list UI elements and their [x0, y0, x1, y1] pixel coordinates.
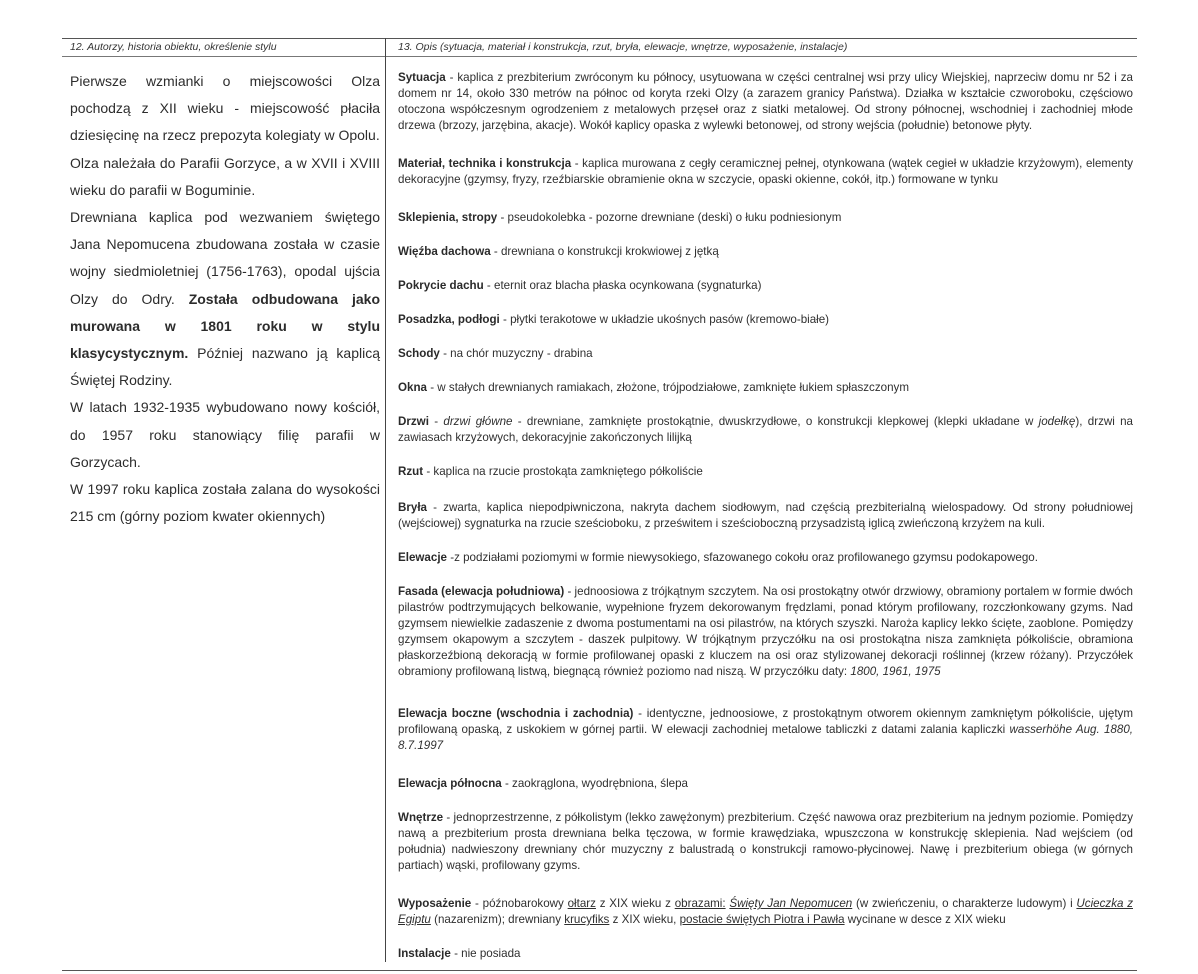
history-column	[70, 68, 380, 530]
column-divider	[385, 38, 386, 962]
section-drzwi: Drzwi - drzwi główne - drewniane, zamknięte prostokątnie, dwuskrzydłowe, o konstrukcji klepkowej (klepki układane w jodełkę), drzwi na zawiasach krzyżowych, dekoracyjnie zakończonych lilijką	[398, 415, 1134, 444]
left-column-header: 12. Autorzy, historia obiektu, określenie stylu	[70, 41, 277, 53]
section-fasada: Fasada (elewacja południowa) - jednoosiowa z trójkątnym szczytem. Na osi prostokątny otwór drzwiowy, obramiony portalem w formie dwóch pilastrów podtrzymujących belkowanie, wypełnione fryzem dekorowanym frędzlami, ponad którym profilowany, rozczłonkowany gzyms. Nad gzymsem niewielkie zadaszenie z dwoma postumentami na osi pilastrów, na których szyszki. Naroża kaplicy lekko ścięte, zaoblone. Pomiędzy gzymsem okapowym a szczytem - daszek pulpitowy. W trójkątnym przyczółku na osi prostokątna nisza zamknięta półkoliście, obramiona płaskorzeźbioną dekoracją w formie profilowanej opaski z kluczem na osi oraz stylizowanej dekoracji roślinnej (krzew różany). Przyczółek obramiony profilowaną listwą, biegnącą również poziomo nad niszą. W przyczółku daty: 1800, 1961, 1975	[398, 585, 1134, 678]
header-rule	[62, 56, 1137, 57]
section-elewacja-boczne: Elewacja boczne (wschodnia i zachodnia) - identyczne, jednoosiowe, z prostokątnym otworem okiennym zamkniętym półkoliście, ujętym profilowaną opaską, z uskokiem w górnej partii. W elewacji zachodniej metalowe tabliczki z datami zalania kapliczki wasserhöhe Aug. 1880, 8.7.1997	[398, 707, 1133, 752]
section-pokrycie: Pokrycie dachu - eternit oraz blacha płaska ocynkowana (sygnaturka)	[398, 279, 762, 292]
section-material: Materiał, technika i konstrukcja - kaplica murowana z cegły ceramicznej pełnej, otynkowana (wątek cegieł w układzie krzyżowym), elementy dekoracyjne (gzymsy, fryzy, rzeźbiarskie obramienie okna w szczycie, opaski okienne, cokół, itp.) formowane w tynku	[398, 157, 1133, 186]
section-sklepienia: Sklepienia, stropy - pseudokolebka - pozorne drewniane (deski) o łuku podniesionym	[398, 211, 842, 224]
section-posadzka: Posadzka, podłogi - płytki terakotowe w układzie ukośnych pasów (kremowo-białe)	[398, 313, 830, 326]
section-okna: Okna - w stałych drewnianych ramiakach, złożone, trójpodziałowe, zamknięte łukiem spłaszczonym	[398, 381, 909, 394]
history-p1: Pierwsze wzmianki o miejscowości Olza pochodzą z XII wieku - miejscowość płaciła dziesięcinę na rzecz prepozyta kolegiaty w Opolu.	[70, 73, 380, 144]
section-wiezba: Więźba dachowa - drewniana o konstrukcji krokwiowej z jętką	[398, 245, 719, 258]
history-p5: W 1997 roku kaplica została zalana do wysokości 215 cm (górny poziom kwater okiennych)	[70, 481, 380, 525]
bottom-rule	[62, 970, 1137, 971]
section-wyposazenie: Wyposażenie - późnobarokowy ołtarz z XIX wieku z obrazami: Święty Jan Nepomucen (w zwieńczeniu, o charakterze ludowym) i Ucieczka z Egiptu (nazarenizm); drewniany krucyfiks z XIX wieku, postacie świętych Piotra i Pawła wycinane w desce z XIX wieku	[398, 897, 1133, 926]
history-p2: Olza należała do Parafii Gorzyce, a w XVII i XVIII wieku do parafii w Boguminie.	[70, 154, 380, 198]
right-column-header: 13. Opis (sytuacja, materiał i konstrukcja, rzut, bryła, elewacje, wnętrze, wyposażenie, instalacje)	[398, 41, 848, 53]
section-elewacje: Elewacje -z podziałami poziomymi w formie niewysokiego, sfazowanego cokołu oraz profilowanego gzymsu podokapowego.	[398, 551, 1038, 564]
history-p4: W latach 1932-1935 wybudowano nowy kościół, do 1957 roku stanowiący filię parafii w Gorzycach.	[70, 399, 380, 470]
history-p3: Drewniana kaplica pod wezwaniem świętego Jana Nepomucena zbudowana została w czasie wojny siedmioletniej (1756-1763), opodal ujścia Olzy do Odry. Została odbudowana jako murowana w 1801 roku w stylu klasycystycznym. Później nazwano ją kaplicą Świętej Rodziny.	[70, 209, 381, 389]
section-sytuacja: Sytuacja - kaplica z prezbiterium zwróconym ku północy, usytuowana w części centralnej wsi przy ulicy Wiejskiej, naprzeciw domu nr 52 i za domem nr 14, około 330 metrów na północ od koryta rzeki Olzy (a zarazem granicy Państwa). Działka w kształcie czworoboku, częściowo otoczona współczesnym ogrodzeniem z metalowych przęseł oraz z siatki metalowej. Od strony północnej, wschodniej i zachodniej młode drzewa (brzozy, jarzębina, akacje). Wokół kaplicy opaska z wylewki betonowej, od strony wejścia (południe) betonowe płyty.	[398, 71, 1133, 132]
section-instalacje: Instalacje - nie posiada	[398, 947, 521, 960]
top-rule	[62, 38, 1137, 39]
section-wnetrze: Wnętrze - jednoprzestrzenne, z półkolistym (lekko zawężonym) prezbiterium. Część nawowa oraz prezbiterium na jednym poziomie. Pomiędzy nawą a prezbiterium prosta drewniana belka tęczowa, w formie krawędziaka, wpuszczona w konstrukcję sklepienia. Nad wejściem (od południa) nadwieszony drewniany chór muzyczny z balustradą o konstrukcji ramowo-płycinowej. Nawę i prezbiterium obiega (w górnych partiach) wąski, profilowany gzyms.	[398, 811, 1133, 872]
section-bryla: Bryła - zwarta, kaplica niepodpiwniczona, nakryta dachem siodłowym, nad częścią prezbiterialną wielospadowy. Od strony południowej (wejściowej) sygnaturka na rzucie sześcioboku, z prześwitem i sześcioboczną przysadzistą iglicą zwieńczoną krzyżem na kuli.	[398, 501, 1133, 530]
history-p3-bold: Została odbudowana jako murowana w 1801 roku w stylu klasycystycznym.	[70, 290, 381, 362]
section-elewacja-polnocna: Elewacja północna - zaokrąglona, wyodrębniona, ślepa	[398, 777, 688, 790]
section-schody: Schody - na chór muzyczny - drabina	[398, 347, 593, 360]
section-rzut: Rzut - kaplica na rzucie prostokąta zamkniętego półkoliście	[398, 465, 703, 478]
